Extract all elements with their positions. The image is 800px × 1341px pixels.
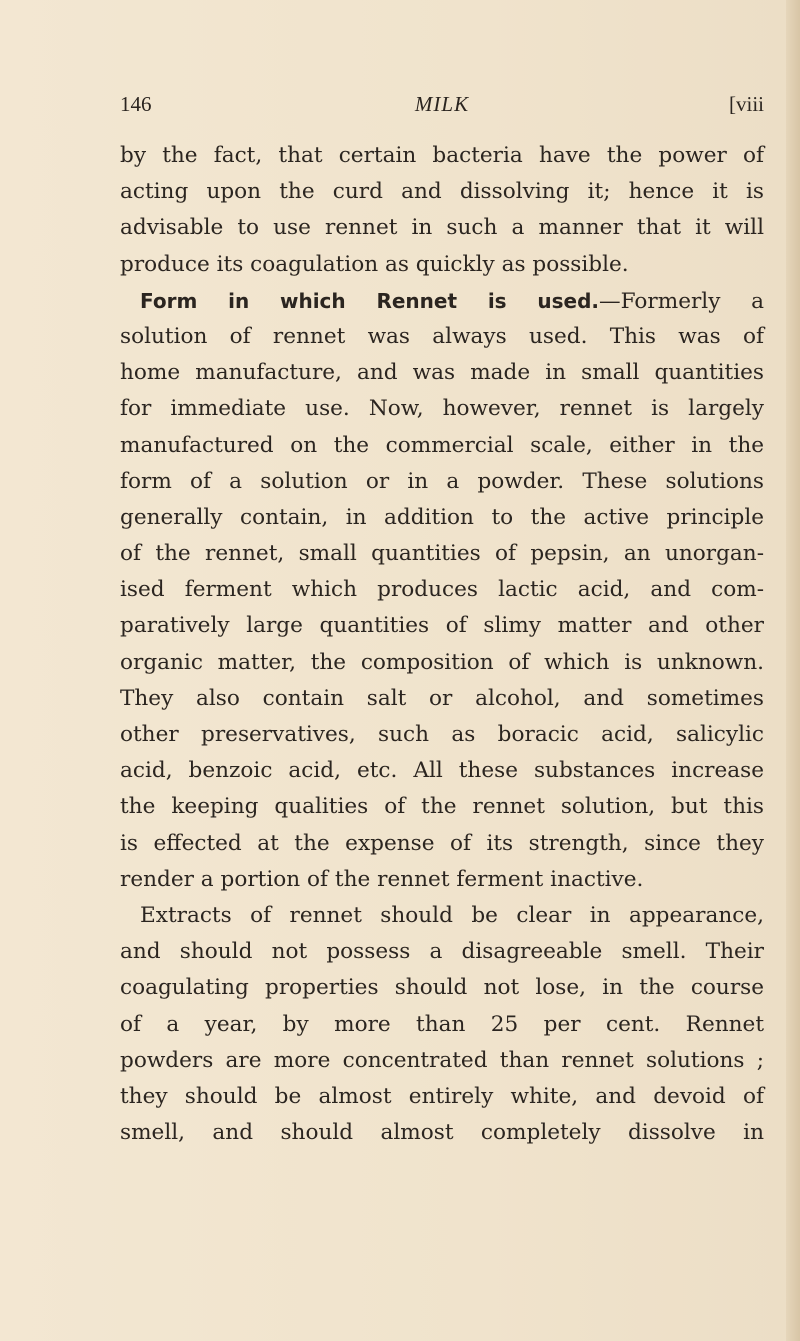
text-line: manufactured on the commercial scale, either in the: [120, 432, 764, 458]
chapter-mark: [viii: [729, 92, 764, 116]
text-line: the keeping qualities of the rennet solution, but this: [120, 794, 764, 820]
text-line: home manufacture, and was made in small quantities: [120, 360, 764, 386]
text-line: render a portion of the rennet ferment inactive.: [120, 866, 644, 892]
section-heading: Form in which Rennet is used.: [140, 288, 600, 313]
heading-line-rest: —Formerly a: [599, 288, 764, 314]
text-line: of a year, by more than 25 per cent. Rennet: [120, 1011, 764, 1037]
text-line: for immediate use. Now, however, rennet is largely: [120, 396, 764, 422]
text-line: generally contain, in addition to the active principle: [120, 504, 764, 530]
text-line: They also contain salt or alcohol, and sometimes: [120, 685, 764, 711]
text-line: paratively large quantities of slimy matter and other: [120, 613, 764, 639]
body-text: [120, 138, 764, 1151]
text-line: powders are more concentrated than rennet solutions ;: [120, 1047, 764, 1073]
page-edge-shadow: [786, 0, 800, 1341]
section-heading-line: [120, 283, 764, 319]
text-line: produce its coagulation as quickly as possible.: [120, 251, 629, 277]
text-line: coagulating properties should not lose, in the course: [120, 975, 764, 1001]
running-title: MILK: [414, 92, 470, 116]
text-line: by the fact, that certain bacteria have the power of: [120, 143, 764, 168]
text-line: acting upon the curd and dissolving it; hence it is: [120, 179, 764, 205]
text-line: solution of rennet was always used. This was of: [120, 323, 764, 349]
text-line: Extracts of rennet should be clear in appearance,: [140, 902, 764, 928]
text-line: other preservatives, such as boracic acid, salicylic: [120, 722, 764, 747]
text-line: ised ferment which produces lactic acid, and com-: [120, 577, 764, 603]
running-head: [120, 92, 764, 122]
text-line: form of a solution or in a powder. These solutions: [120, 468, 764, 494]
text-line: acid, benzoic acid, etc. All these substances increase: [120, 758, 764, 784]
text-line: smell, and should almost completely dissolve in: [120, 1120, 764, 1146]
text-line: of the rennet, small quantities of pepsin, an unorgan-: [120, 541, 764, 567]
text-line: organic matter, the composition of which is unknown.: [120, 649, 764, 675]
text-line: is effected at the expense of its strength, since they: [120, 830, 764, 856]
text-line: advisable to use rennet in such a manner that it will: [120, 215, 764, 241]
text-line: and should not possess a disagreeable smell. Their: [120, 939, 764, 965]
page-number: 146: [120, 92, 152, 116]
text-line: they should be almost entirely white, and devoid of: [120, 1083, 764, 1109]
